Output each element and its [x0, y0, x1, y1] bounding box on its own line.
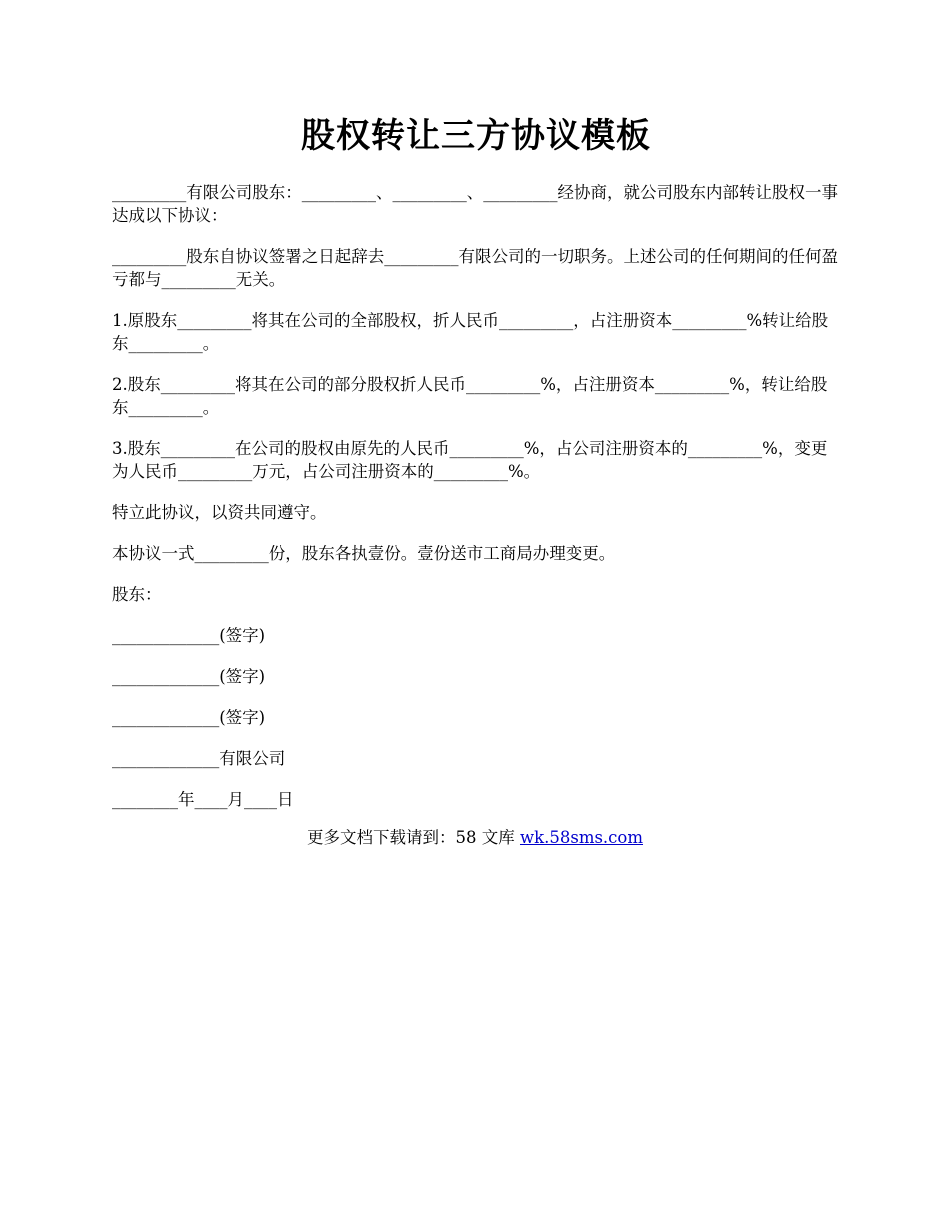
- document-title: 股权转让三方协议模板: [301, 116, 651, 156]
- intro-paragraph: _________有限公司股东：_________、_________、_________经协商，就公司股东内部转让股权一事达成以下协议：: [112, 183, 838, 225]
- copies-statement: 本协议一式_________份，股东各执壹份。壹份送市工商局办理变更。: [112, 544, 616, 563]
- clause-1: 1.原股东_________将其在公司的全部股权，折人民币_________，占注册资本_________%转让给股东_________。: [112, 311, 829, 353]
- signature-line-2: _____________(签字): [112, 667, 266, 686]
- date-line: ________年____月____日: [112, 790, 294, 809]
- compliance-statement: 特立此协议，以资共同遵守。: [112, 503, 327, 522]
- shareholders-label: 股东：: [112, 585, 162, 604]
- clause-3: 3.股东_________在公司的股权由原先的人民币_________%，占公司注册资本的_________%，变更为人民币_________万元，占公司注册资本的_________%。: [112, 439, 828, 481]
- footer-prefix: 更多文档下载请到：58 文库: [306, 828, 520, 847]
- document-page: [112, 110, 840, 811]
- clause-2: 2.股东_________将其在公司的部分股权折人民币_________%，占注册资本_________%，转让给股东_________。: [112, 375, 828, 417]
- company-line: _____________有限公司: [112, 749, 286, 768]
- signature-line-1: _____________(签字): [112, 626, 266, 645]
- footer: [0, 826, 950, 849]
- footer-link[interactable]: wk.58sms.com: [519, 828, 643, 847]
- resignation-paragraph: _________股东自协议签署之日起辞去_________有限公司的一切职务。上述公司的任何期间的任何盈亏都与_________无关。: [112, 247, 838, 289]
- signature-line-3: _____________(签字): [112, 708, 266, 727]
